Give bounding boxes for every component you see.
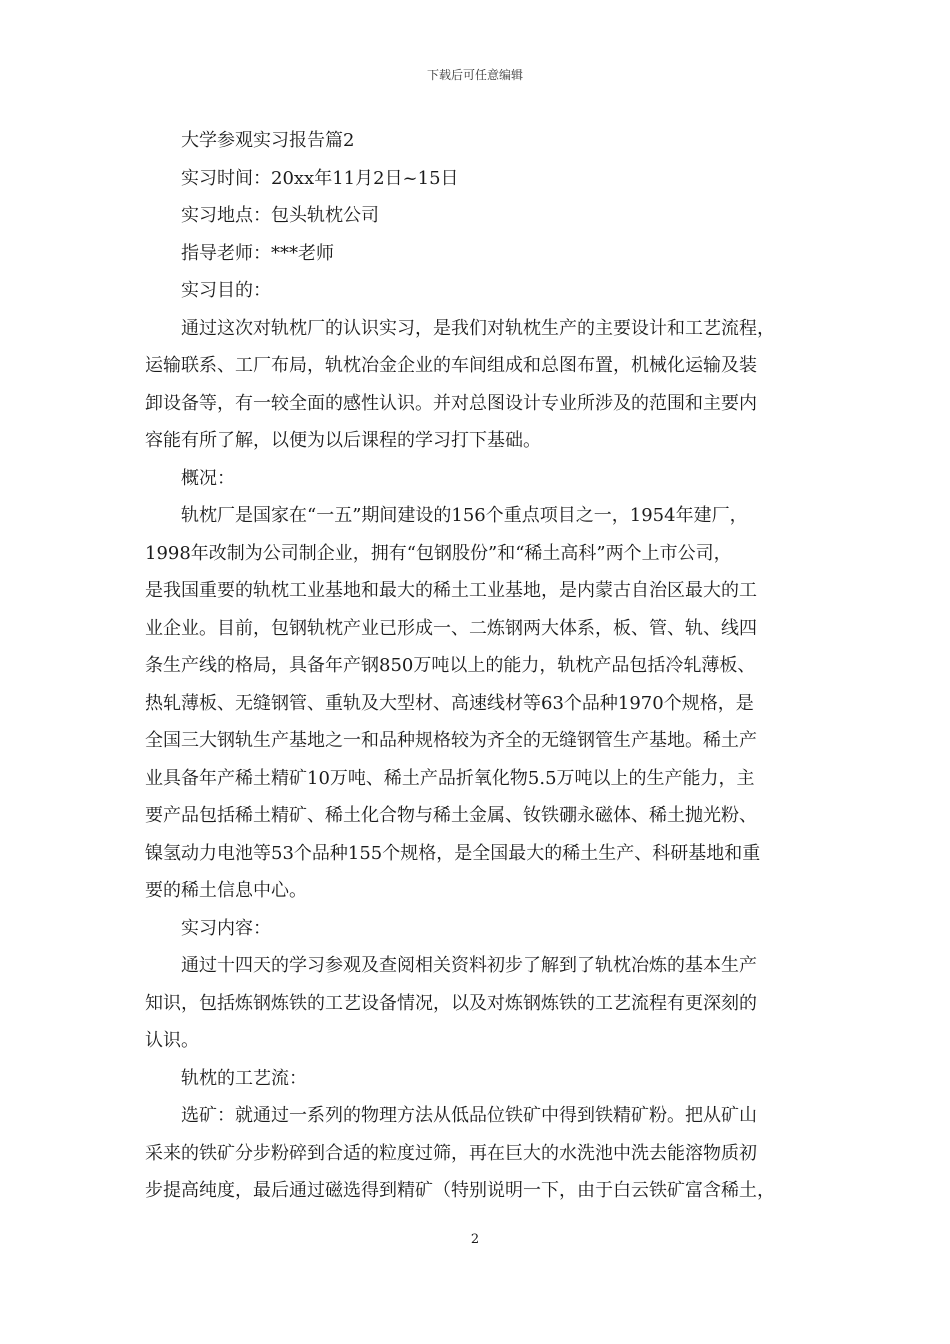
overview-paragraph-line: 热轧薄板、无缝钢管、重轨及大型材、高速线材等63个品种1970个规格，是 — [145, 692, 754, 714]
purpose-paragraph-line: 运输联系、工厂布局，轨枕冶金企业的车间组成和总图布置，机械化运输及装 — [145, 355, 757, 376]
content-paragraph-line: 通过十四天的学习参观及查阅相关资料初步了解到了轨枕冶炼的基本生产 — [145, 955, 757, 976]
overview-paragraph-line: 要产品包括稀土精矿、稀土化合物与稀土金属、钕铁硼永磁体、稀土抛光粉、 — [145, 805, 757, 826]
content-paragraph-line: 知识，包括炼钢炼铁的工艺设备情况，以及对炼钢炼铁的工艺流程有更深刻的 — [145, 992, 757, 1014]
overview-paragraph-line: 是我国重要的轨枕工业基地和最大的稀土工业基地，是内蒙古自治区最大的工 — [145, 580, 757, 601]
overview-paragraph-line: 1998年改制为公司制企业，拥有“包钢股份”和“稀土高科”两个上市公司， — [145, 542, 732, 564]
page-header: 下载后可任意编辑 — [426, 68, 523, 82]
internship-location: 实习地点：包头轨枕公司 — [145, 205, 379, 226]
purpose-paragraph-line: 通过这次对轨枕厂的认识实习，是我们对轨枕生产的主要设计和工艺流程， — [145, 317, 775, 339]
overview-paragraph-line: 轨枕厂是国家在“一五”期间建设的156个重点项目之一，1954年建厂， — [145, 505, 748, 526]
internship-time: 实习时间：20xx年11月2日~15日 — [145, 167, 459, 189]
process-paragraph-line: 采来的铁矿分步粉碎到合适的粒度过筛，再在巨大的水洗池中洗去能溶物质初 — [145, 1142, 757, 1164]
process-heading: 轨枕的工艺流： — [145, 1067, 307, 1089]
advisor: 指导老师：***老师 — [145, 242, 334, 264]
page-number: 2 — [470, 1232, 480, 1247]
purpose-heading: 实习目的： — [145, 280, 271, 301]
overview-paragraph-line: 业企业。目前，包钢轨枕产业已形成一、二炼钢两大体系，板、管、轨、线四 — [145, 617, 757, 639]
overview-paragraph-line: 业具备年产稀土精矿10万吨、稀土产品折氧化物5.5万吨以上的生产能力，主 — [145, 767, 755, 789]
section-title: 大学参观实习报告篇2 — [145, 130, 355, 151]
purpose-paragraph-line: 卸设备等，有一较全面的感性认识。并对总图设计专业所涉及的范围和主要内 — [145, 392, 757, 414]
overview-heading: 概况： — [145, 467, 235, 489]
content-paragraph-line: 认识。 — [145, 1030, 199, 1051]
process-paragraph-line: 步提高纯度，最后通过磁选得到精矿（特别说明一下，由于白云铁矿富含稀土， — [145, 1180, 775, 1201]
overview-paragraph-line: 全国三大钢轨生产基地之一和品种规格较为齐全的无缝钢管生产基地。稀土产 — [145, 730, 757, 751]
content-heading: 实习内容： — [145, 917, 271, 939]
purpose-paragraph-line: 容能有所了解，以便为以后课程的学习打下基础。 — [145, 430, 541, 451]
document-body — [145, 122, 810, 1210]
overview-paragraph-line: 镍氢动力电池等53个品种155个规格，是全国最大的稀土生产、科研基地和重 — [145, 842, 761, 864]
overview-paragraph-line: 条生产线的格局，具备年产钢850万吨以上的能力，轨枕产品包括冷轧薄板、 — [145, 655, 756, 676]
process-paragraph-line: 选矿：就通过一系列的物理方法从低品位铁矿中得到铁精矿粉。把从矿山 — [145, 1105, 757, 1126]
overview-paragraph-line: 要的稀土信息中心。 — [145, 880, 307, 901]
